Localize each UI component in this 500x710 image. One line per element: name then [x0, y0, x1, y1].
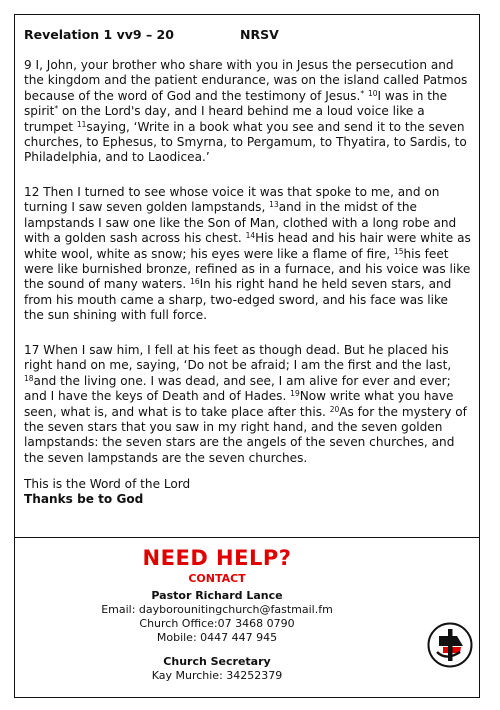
verse-text: and the living one. I was dead, and see, I am alive for ever and ever; and I have the keys of Death and of Hades. [24, 373, 451, 404]
contact-details [15, 546, 419, 683]
verse-paragraph-1 [24, 58, 471, 166]
verse-text: As for the mystery of the seven stars that you saw in my right hand, and the seven golden lampstands: the seven stars are the angels of the seven churches, and the seven lampstands are the seven churches. [24, 404, 467, 465]
secretary-title: Church Secretary [163, 655, 271, 668]
verse-number: 18 [24, 373, 34, 383]
verse-paragraph-3 [24, 343, 471, 466]
verse-text: Now write what you have seen, what is, and what is to take place after this. [24, 389, 454, 419]
verse-text: saying, ‘Write in a book what you see and send it to the seven churches, to Ephesus, to Smyrna, to Pergamum, to Thyatira, to Sardis, to Philadelphia, and to Laodicea.’ [24, 119, 467, 165]
pastor-name: Pastor Richard Lance [151, 589, 283, 602]
verse-number: 13 [269, 200, 279, 210]
mobile-line: Mobile: 0447 447 945 [156, 631, 278, 644]
verse-text: In his right hand he held seven stars, and from his mouth came a sharp, two-edged sword, and his face was like the sun shining with full force. [24, 277, 452, 323]
verse-paragraph-2 [24, 185, 471, 324]
footnote-mark: * [54, 104, 59, 114]
reading-reference: Revelation 1 vv9 – 20 [24, 27, 174, 42]
scripture-reading-box [14, 14, 480, 538]
verse-text: 12 Then I turned to see whose voice it was that spoke to me, and on turning I saw seven golden lampstands, [24, 185, 440, 215]
church-office-line: Church Office:07 3468 0790 [139, 617, 295, 630]
need-help-heading: NEED HELP? [142, 546, 292, 570]
verse-text: 17 When I saw him, I fell at his feet as though dead. But he placed his right hand on me, saying, ‘Do not be afraid; I am the first and the last, [24, 343, 452, 373]
closing-line: This is the Word of the Lord [24, 477, 191, 491]
verse-text: His head and his hair were white as white wool, white as snow; his eyes were like a flame of fire, [24, 231, 471, 261]
reading-header [15, 15, 479, 49]
verse-number: 14 [245, 231, 256, 241]
verse-number: 20 [329, 404, 340, 414]
uniting-church-logo-icon [427, 622, 473, 668]
verse-number: 10 [367, 88, 378, 98]
congregation-response: Thanks be to God [24, 492, 144, 507]
verse-text: 9 I, John, your brother who share with you in Jesus the persecution and the kingdom and the patient endurance, was on the island called Patmos because of the word of God and the testimony of Jesus. [24, 58, 468, 103]
verse-text: on the Lord's day, and I heard behind me a loud voice like a trumpet [24, 104, 425, 134]
need-help-box [14, 538, 480, 698]
email-line: Email: dayborounitingchurch@fastmail.fm [101, 603, 333, 616]
verse-text: his feet were like burnished bronze, refined as in a furnace, and his voice was like the sound of many waters. [24, 246, 471, 292]
verse-text: I was in the spirit [24, 88, 448, 119]
verse-number: 19 [290, 389, 300, 399]
footnote-mark: * [360, 88, 365, 98]
secretary-line: Kay Murchie: 34252379 [151, 669, 283, 682]
verse-number: 15 [393, 246, 404, 256]
verse-text: and in the midst of the lampstands I saw one like the Son of Man, clothed with a long robe and with a golden sash across his chest. [24, 200, 457, 246]
contact-label: CONTACT [188, 572, 246, 585]
closing-response [24, 477, 190, 508]
bible-version: NRSV [240, 27, 279, 42]
verse-number: 16 [190, 277, 200, 287]
verse-number: 11 [76, 119, 87, 129]
